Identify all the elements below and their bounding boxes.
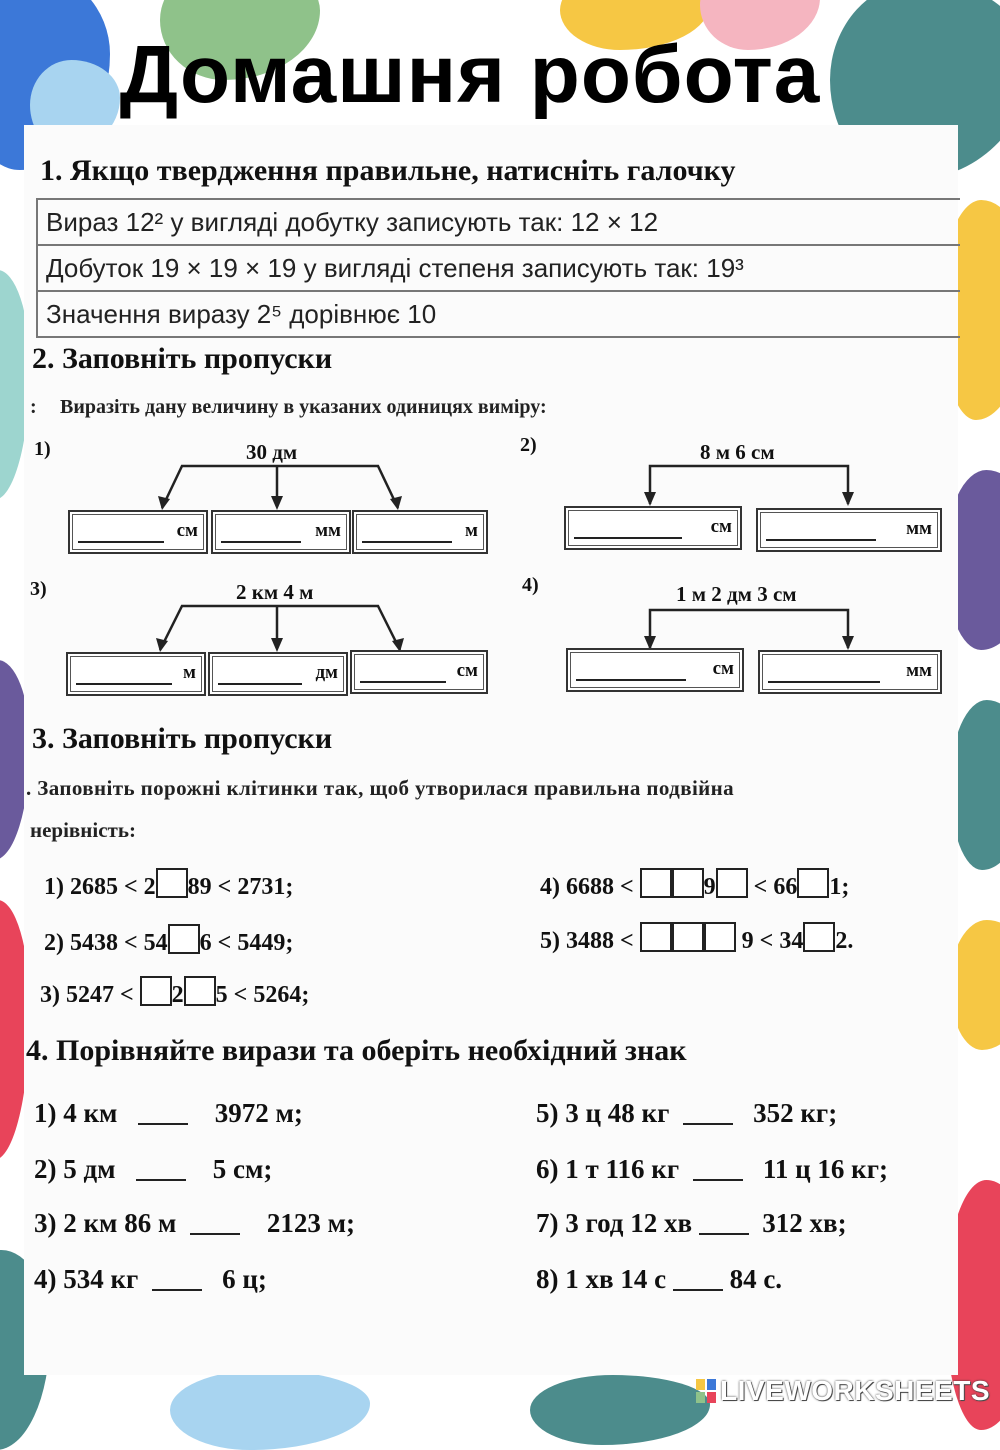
section2-heading: 2. Заповніть пропуски bbox=[32, 342, 333, 375]
liveworksheets-logo-icon bbox=[696, 1379, 716, 1403]
answer-blank[interactable] bbox=[136, 1179, 186, 1181]
unit-label: мм bbox=[906, 660, 932, 681]
inequality-3: 3) 5247 < 2 5 < 5264; bbox=[40, 976, 309, 1009]
inequality-5: 5) 3488 < 9 < 34 2. bbox=[540, 922, 853, 955]
answer-box[interactable] bbox=[68, 510, 208, 554]
comparison-item: 8) 1 хв 14 с 84 с. bbox=[536, 1264, 783, 1294]
digit-cell[interactable] bbox=[672, 922, 704, 952]
section4-heading: 4. Порівняйте вирази та оберіть необхідний знак bbox=[26, 1034, 687, 1067]
comparison-item: 2) 5 дм 5 см; bbox=[34, 1154, 273, 1184]
page-title: Домашня робота bbox=[119, 29, 821, 120]
task-quantity: 2 км 4 м bbox=[236, 580, 314, 604]
task-quantity: 8 м 6 см bbox=[700, 440, 775, 464]
section3-instruction-line2: нерівність: bbox=[30, 818, 136, 842]
answer-box[interactable] bbox=[350, 650, 488, 694]
digit-cell[interactable] bbox=[704, 922, 736, 952]
answer-box[interactable] bbox=[66, 652, 206, 696]
section1-heading: 1. Якщо твердження правильне, натисніть галочку bbox=[40, 154, 736, 187]
answer-box[interactable] bbox=[566, 648, 744, 692]
answer-blank[interactable] bbox=[138, 1123, 188, 1125]
statement-row[interactable]: Добуток 19 × 19 × 19 у вигляді степеня записують так: 19³ bbox=[38, 246, 960, 292]
digit-cell[interactable] bbox=[640, 922, 672, 952]
answer-box[interactable] bbox=[352, 510, 488, 554]
task4-arrows bbox=[640, 604, 860, 650]
unit-label: мм bbox=[315, 520, 341, 541]
task-quantity: 1 м 2 дм 3 см bbox=[676, 582, 797, 606]
task-number: 3) bbox=[30, 578, 47, 600]
digit-cell[interactable] bbox=[140, 976, 172, 1006]
comparison-item: 4) 534 кг 6 ц; bbox=[34, 1264, 267, 1294]
digit-cell[interactable] bbox=[803, 922, 835, 952]
task-number: 2) bbox=[520, 434, 537, 456]
inequality-1: 1) 2685 < 2 89 < 2731; bbox=[44, 868, 293, 901]
answer-blank[interactable] bbox=[683, 1123, 733, 1125]
digit-cell[interactable] bbox=[156, 868, 188, 898]
task1-arrows bbox=[150, 460, 410, 512]
comparison-item: 7) 3 год 12 хв 312 хв; bbox=[536, 1208, 847, 1238]
comparison-item: 6) 1 т 116 кг 11 ц 16 кг; bbox=[536, 1154, 888, 1184]
statement-row[interactable]: Значення виразу 2⁵ дорівнює 10 bbox=[38, 292, 960, 338]
answer-box[interactable] bbox=[211, 510, 351, 554]
comparison-item: 5) 3 ц 48 кг 352 кг; bbox=[536, 1098, 838, 1128]
section2-prefix: : bbox=[30, 396, 37, 418]
comparison-item: 1) 4 км 3972 м; bbox=[34, 1098, 303, 1128]
answer-blank[interactable] bbox=[699, 1233, 749, 1235]
answer-box[interactable] bbox=[756, 508, 942, 552]
decor-blob-slate-bottom bbox=[530, 1375, 710, 1445]
unit-label: м bbox=[183, 662, 196, 683]
comparison-item: 3) 2 км 86 м 2123 м; bbox=[34, 1208, 355, 1238]
unit-label: см bbox=[456, 660, 478, 681]
answer-box[interactable] bbox=[208, 652, 348, 696]
statement-row[interactable]: Вираз 12² у вигляді добутку записують так: 12 × 12 bbox=[38, 200, 960, 246]
task-quantity: 30 дм bbox=[246, 440, 298, 464]
statements-table bbox=[36, 198, 960, 338]
answer-blank[interactable] bbox=[673, 1289, 723, 1291]
unit-label: мм bbox=[906, 518, 932, 539]
unit-label: см bbox=[712, 658, 734, 679]
answer-box[interactable] bbox=[758, 650, 942, 694]
digit-cell[interactable] bbox=[672, 868, 704, 898]
unit-label: см bbox=[176, 520, 198, 541]
answer-box[interactable] bbox=[564, 506, 742, 550]
section3-heading: 3. Заповніть пропуски bbox=[32, 722, 333, 755]
section2-instruction: Виразіть дану величину в указаних одиницях виміру: bbox=[60, 396, 547, 418]
decor-blob-lightblue-bottom bbox=[170, 1370, 370, 1450]
digit-cell[interactable] bbox=[184, 976, 216, 1006]
inequality-4: 4) 6688 < 9 < 66 1; bbox=[540, 868, 849, 901]
digit-cell[interactable] bbox=[716, 868, 748, 898]
unit-label: см bbox=[710, 516, 732, 537]
task3-arrows bbox=[150, 600, 410, 654]
inequality-2: 2) 5438 < 54 6 < 5449; bbox=[44, 924, 293, 957]
answer-blank[interactable] bbox=[152, 1289, 202, 1291]
unit-label: м bbox=[465, 520, 478, 541]
liveworksheets-brand: LIVEWORKSHEETS bbox=[696, 1374, 990, 1408]
answer-blank[interactable] bbox=[190, 1233, 240, 1235]
unit-label: дм bbox=[315, 662, 338, 683]
task-number: 4) bbox=[522, 574, 539, 596]
task2-arrows bbox=[640, 460, 860, 506]
section3-instruction-line1: . Заповніть порожні клітинки так, щоб утворилася правильна подвійна bbox=[26, 776, 735, 800]
task-number: 1) bbox=[34, 438, 51, 460]
digit-cell[interactable] bbox=[168, 924, 200, 954]
digit-cell[interactable] bbox=[797, 868, 829, 898]
digit-cell[interactable] bbox=[640, 868, 672, 898]
answer-blank[interactable] bbox=[693, 1179, 743, 1181]
